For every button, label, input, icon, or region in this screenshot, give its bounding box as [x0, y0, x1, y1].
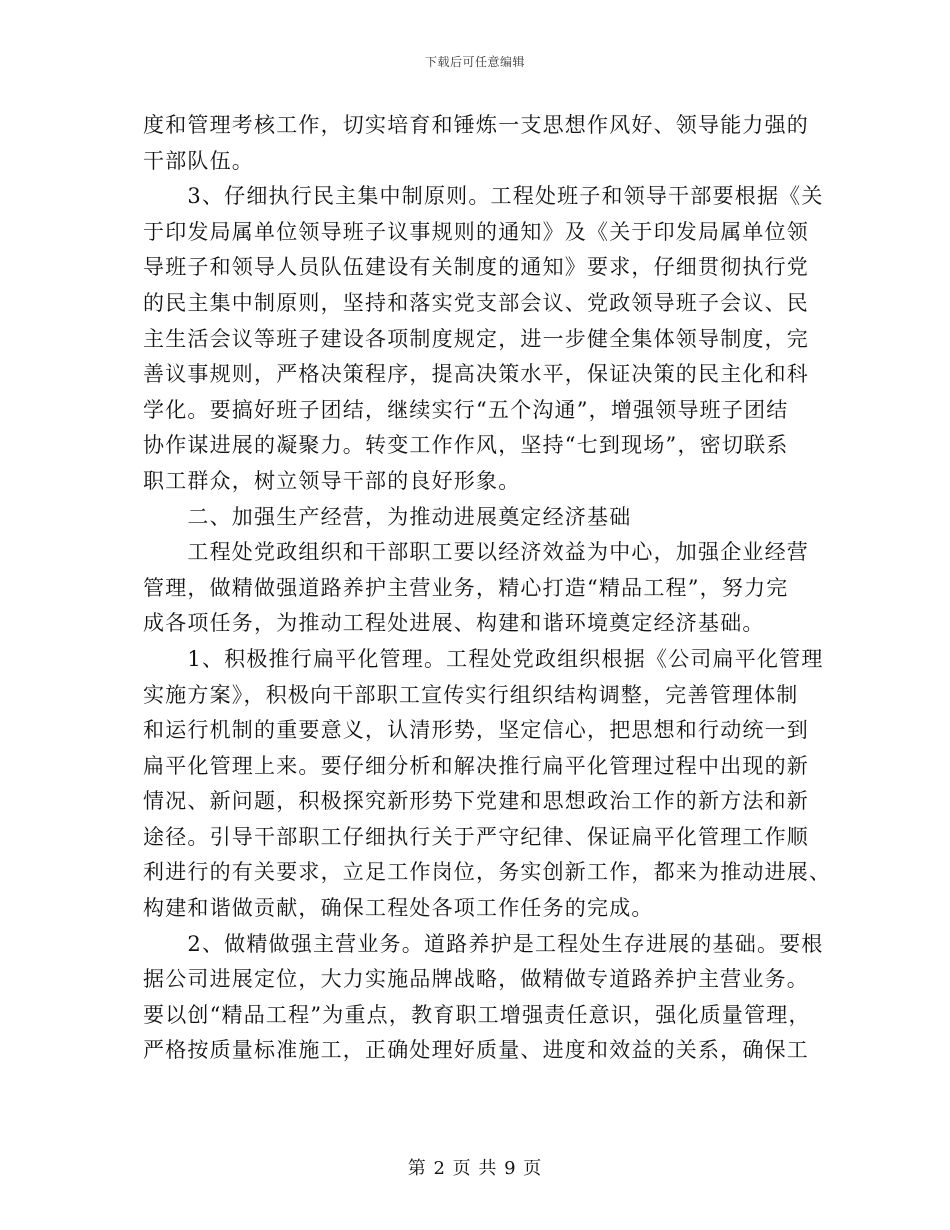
text-line: 职工群众，树立领导干部的良好形象。 [143, 468, 521, 493]
text-line: 善议事规则，严格决策程序，提高决策水平，保证决策的民主化和科 [143, 362, 809, 387]
page-header-note: 下载后可任意编辑 [424, 55, 525, 69]
text-line: 3、仔细执行民主集中制原则。工程处班子和领导干部要根据《关 [143, 184, 824, 209]
text-line: 2、做精做强主营业务。道路养护是工程处生存进展的基础。要根 [143, 931, 824, 956]
text-line: 干部队伍。 [143, 148, 254, 173]
text-line: 情况、新问题，积极探究新形势下党建和思想政治工作的新方法和新 [143, 789, 809, 814]
text-line: 实施方案》，积极向干部职工宣传实行组织结构调整，完善管理体制 [143, 682, 799, 707]
text-line: 据公司进展定位，大力实施品牌战略，做精做专道路养护主营业务。 [143, 967, 809, 992]
text-line: 主生活会议等班子建设各项制度规定，进一步健全集体领导制度，完 [143, 326, 809, 351]
text-line: 扁平化管理上来。要仔细分析和解决推行扁平化管理过程中出现的新 [143, 753, 809, 778]
text-line: 成各项任务，为推动工程处进展、构建和谐环境奠定经济基础。 [143, 611, 765, 636]
text-line: 构建和谐做贡献，确保工程处各项工作任务的完成。 [143, 896, 654, 921]
text-line: 的民主集中制原则，坚持和落实党支部会议、党政领导班子会议、民 [143, 290, 809, 315]
text-line: 1、积极推行扁平化管理。工程处党政组织根据《公司扁平化管理 [143, 646, 824, 671]
text-line: 管理，做精做强道路养护主营业务，精心打造“精品工程”，努力完 [143, 575, 789, 600]
text-line: 工程处党政组织和干部职工要以经济效益为中心，加强企业经营 [143, 540, 809, 565]
text-line: 和运行机制的重要意义，认清形势，坚定信心，把思想和行动统一到 [143, 718, 809, 743]
page-number: 第 2 页 共 9 页 [407, 1158, 543, 1179]
document-body [143, 108, 832, 1069]
text-line: 利进行的有关要求，立足工作岗位，务实创新工作，都来为推动进展、 [143, 860, 832, 885]
text-line: 严格按质量标准施工，正确处理好质量、进度和效益的关系，确保工 [143, 1038, 809, 1063]
text-line: 途径。引导干部职工仔细执行关于严守纪律、保证扁平化管理工作顺 [143, 824, 809, 849]
text-line: 于印发局属单位领导班子议事规则的通知》及《关于印发局属单位领 [143, 219, 809, 244]
text-line: 要以创“精品工程”为重点，教育职工增强责任意识，强化质量管理， [143, 1002, 811, 1027]
text-line: 导班子和领导人员队伍建设有关制度的通知》要求，仔细贯彻执行党 [143, 255, 809, 280]
section-heading: 二、加强生产经营，为推动进展奠定经济基础 [143, 504, 632, 529]
text-line: 协作谋进展的凝聚力。转变工作作风，坚持“七到现场”，密切联系 [143, 433, 789, 458]
text-line: 学化。要搞好班子团结，继续实行“五个沟通”，增强领导班子团结 [143, 397, 789, 422]
text-line: 度和管理考核工作，切实培育和锤炼一支思想作风好、领导能力强的 [143, 113, 809, 137]
